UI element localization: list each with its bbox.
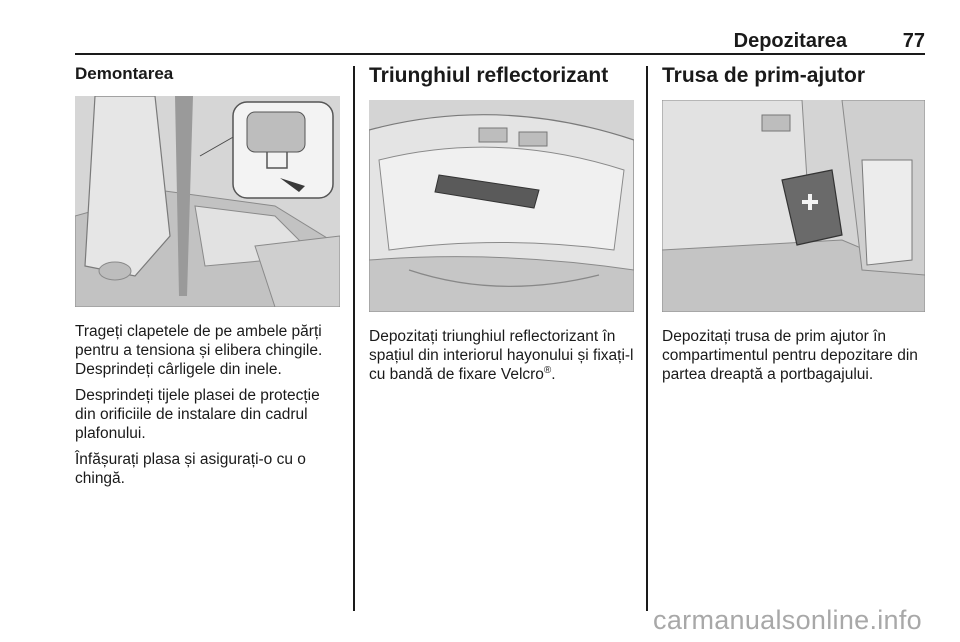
column-removal: [75, 62, 340, 86]
figure-warning-triangle: [369, 100, 634, 312]
figure-first-aid-kit: [662, 100, 925, 312]
removal-paragraph-1: Trageți clapetele de pe ambele părți pentru a tensiona și elibera chingile. Desprindeți cârligele din inele.: [75, 323, 323, 378]
tailgate-illustration: [369, 100, 634, 312]
section-title: Depozitarea: [733, 30, 847, 52]
first-aid-heading: Trusa de prim-ajutor: [662, 64, 866, 87]
page-header: [75, 30, 925, 54]
watermark: carmanualsonline.info: [653, 605, 922, 635]
figure-cargo-net-removal: [75, 96, 340, 307]
warning-triangle-text: [369, 327, 637, 391]
column-first-aid: [662, 62, 927, 90]
column-divider-2: [646, 66, 648, 611]
warning-triangle-period: .: [551, 366, 556, 383]
first-aid-text: [662, 327, 930, 391]
warning-triangle-sentence: Depozitați triunghiul reflectorizant în spațiul din interiorul hayonului și fixați-l cu bandă de fixare Velcro: [369, 328, 634, 383]
removal-paragraph-2: Desprindeți tijele plasei de protecție din orificiile de instalare din cadrul plafonului.: [75, 387, 320, 442]
page-number: 77: [902, 30, 925, 52]
trunk-illustration: [662, 100, 925, 312]
removal-paragraph-3: Înfășurați plasa și asigurați-o cu o chingă.: [75, 451, 306, 487]
removal-text: [75, 322, 343, 495]
first-aid-paragraph: Depozitați trusa de prim ajutor în compartimentul pentru depozitare din partea dreaptă a portbagajului.: [662, 328, 918, 383]
column-divider-1: [353, 66, 355, 611]
warning-triangle-heading: Triunghiul reflectorizant: [369, 64, 609, 87]
cargo-net-illustration: [75, 96, 340, 307]
warning-triangle-paragraph: [369, 327, 637, 384]
removal-heading: Demontarea: [75, 64, 174, 83]
column-warning-triangle: [369, 62, 634, 90]
registered-mark: ®: [543, 364, 552, 376]
header-rule: [75, 53, 925, 55]
